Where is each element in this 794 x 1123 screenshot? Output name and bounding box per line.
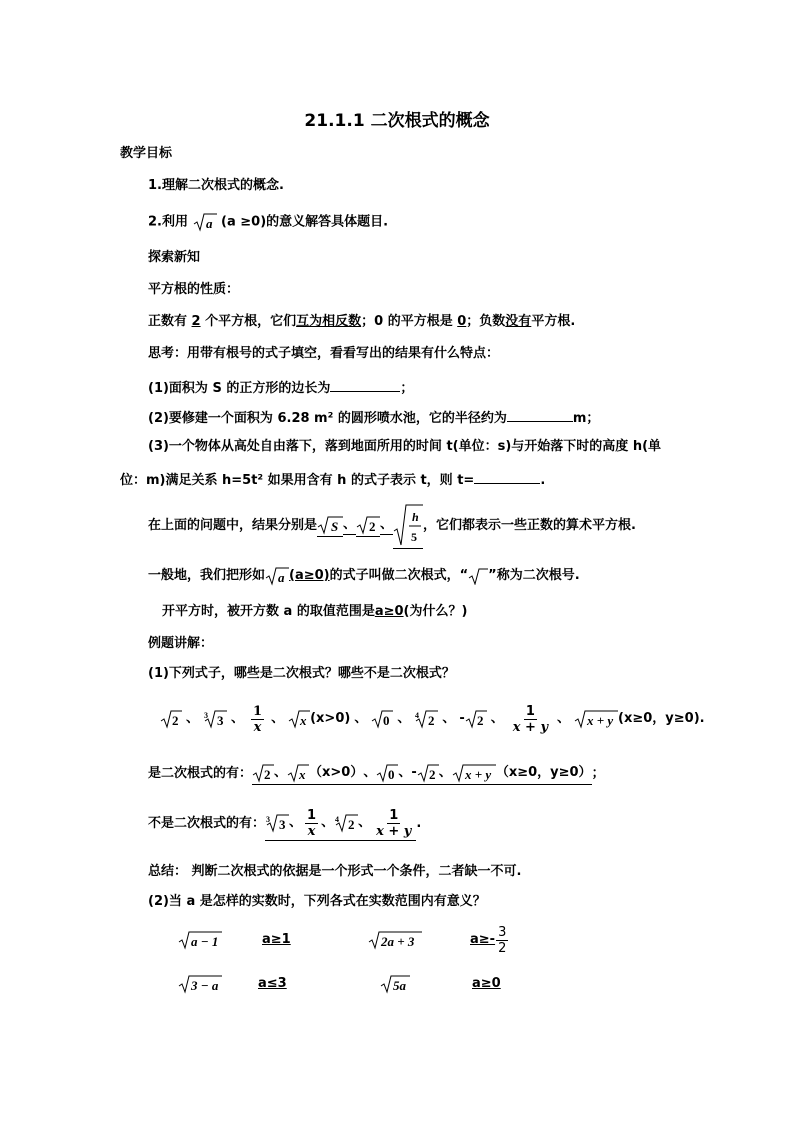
cube-root-3 bbox=[203, 709, 227, 729]
example-2-item-1 bbox=[178, 928, 222, 952]
sqrt-a-minus-1 bbox=[178, 930, 222, 950]
fourth-root-2 bbox=[414, 709, 438, 729]
cube-root-3 bbox=[265, 813, 289, 833]
question-3-line-2: 位：m)满足关系 h=5t² 如果用含有 h 的式子表示 t，则 t= . bbox=[120, 470, 545, 489]
svg-text:0: 0 bbox=[388, 767, 395, 782]
sqrt-x bbox=[288, 709, 310, 729]
sqrt-0 bbox=[371, 709, 393, 729]
example-heading: 例题讲解： bbox=[148, 636, 214, 651]
example-2-answer-4: a≥0 bbox=[472, 976, 501, 991]
fraction-1-over-x: $\frac{1}{x}$ bbox=[253, 703, 263, 735]
svg-text:4: 4 bbox=[335, 815, 340, 824]
example-1-list: 2 、 3 3 、 $\frac{1}{x}$ 、 x (x>0) 、 0 、 4 2 、 - 2 、 $\frac{1}{x + y}$ 、 x + y (x≥0，y≥0). bbox=[160, 698, 705, 740]
svg-text:5a: 5a bbox=[393, 978, 406, 993]
svg-text:3: 3 bbox=[279, 817, 286, 832]
sqrt-0 bbox=[376, 763, 398, 783]
svg-text:2: 2 bbox=[264, 767, 271, 782]
svg-text:5: 5 bbox=[411, 530, 418, 544]
question-1: (1)面积为 S 的正方形的边长为 ； bbox=[148, 378, 413, 397]
svg-text:3: 3 bbox=[204, 711, 209, 720]
example-2-item-4 bbox=[380, 972, 410, 996]
svg-text:a: a bbox=[205, 216, 213, 231]
example-1-question: (1)下列式子，哪些是二次根式？哪些不是二次根式？ bbox=[148, 666, 455, 681]
svg-text:2: 2 bbox=[369, 519, 376, 534]
svg-text:2: 2 bbox=[172, 713, 179, 728]
svg-text:a − 1: a − 1 bbox=[191, 934, 219, 949]
example-1-yes: 是二次根式的有： 2 、 x （x>0） 、 0 、 - 2 、 x + y （x≥0，y≥0） ； bbox=[148, 762, 605, 786]
svg-text:x: x bbox=[300, 713, 307, 728]
sqrt-s bbox=[317, 515, 343, 537]
example-2-answer-2: a≥- $\frac{3}{2}$ bbox=[470, 924, 507, 956]
svg-text:3 − a: 3 − a bbox=[191, 978, 219, 993]
goal-1: 1.理解二次根式的概念. bbox=[148, 178, 284, 193]
range: 开平方时，被开方数 a 的取值范围是a≥0(为什么？) bbox=[162, 604, 468, 619]
svg-text:4: 4 bbox=[415, 711, 420, 720]
example-2-item-2 bbox=[368, 928, 422, 952]
fraction-1-over-x-plus-y: $\frac{1}{x + y}$ bbox=[376, 807, 412, 839]
fraction-1-over-x: $\frac{1}{x}$ bbox=[307, 807, 317, 839]
sqrt-2 bbox=[160, 709, 182, 729]
page-title: 21.1.1 二次根式的概念 bbox=[304, 111, 490, 131]
radical-sign-icon bbox=[468, 567, 488, 585]
goal-2: 2.利用 a (a ≥0)的意义解答具体题目. bbox=[148, 212, 388, 232]
fraction-1-over-x-plus-y: $\frac{1}{x + y}$ bbox=[512, 703, 549, 735]
sqrt-2 bbox=[252, 763, 274, 783]
question-3-line-1: (3)一个物体从高处自由落下，落到地面所用的时间 t(单位：s)与开始落下时的高度 h(单 bbox=[148, 439, 662, 454]
example-2-item-3 bbox=[178, 972, 222, 996]
neg-sqrt-2 bbox=[465, 709, 487, 729]
svg-text:x: x bbox=[299, 767, 306, 782]
neg-sqrt-2 bbox=[417, 763, 439, 783]
sqrt-3-minus-a bbox=[178, 974, 222, 994]
sqrt-props-heading: 平方根的性质： bbox=[148, 282, 240, 297]
sqrt-h-over-5 bbox=[393, 503, 423, 549]
svg-text:2: 2 bbox=[348, 817, 355, 832]
sqrt-2a-plus-3 bbox=[368, 930, 422, 950]
question-2: (2)要修建一个面积为 6.28 m² 的圆形喷水池，它的半径约为 m； bbox=[148, 408, 599, 427]
sqrt-a bbox=[193, 212, 217, 232]
svg-text:0: 0 bbox=[383, 713, 390, 728]
think: 思考：用带有根号的式子填空，看看写出的结果有什么特点： bbox=[148, 346, 500, 361]
svg-text:2a + 3: 2a + 3 bbox=[381, 934, 415, 949]
svg-text:S: S bbox=[331, 519, 339, 534]
explore-heading: 探索新知 bbox=[148, 250, 201, 265]
example-2-answer-1: a≥1 bbox=[262, 932, 291, 947]
sqrt-5a bbox=[380, 974, 410, 994]
svg-text:h: h bbox=[412, 510, 419, 524]
sqrt-a bbox=[265, 566, 289, 586]
sqrt-props: 正数有 2 个平方根，它们互为相反数；0 的平方根是 0；负数没有平方根. bbox=[148, 314, 576, 329]
svg-text:2: 2 bbox=[428, 767, 436, 782]
svg-text:2: 2 bbox=[476, 713, 484, 728]
example-2-answer-3: a≤3 bbox=[258, 976, 287, 991]
example-1-no: 不是二次根式的有： 3 3 、 $\frac{1}{x}$ 、 4 2 、 $\frac{1}{x + y}$ . bbox=[148, 807, 422, 839]
sqrt-x-plus-y bbox=[574, 709, 618, 729]
fourth-root-2 bbox=[334, 813, 358, 833]
sqrt-2 bbox=[356, 515, 380, 537]
sqrt-x bbox=[287, 763, 309, 783]
definition: 一般地，我们把形如 a (a≥0) 的式子叫做二次根式，“ ”称为二次根号. bbox=[148, 568, 580, 585]
summary: 总结： 判断二次根式的依据是一个形式一个条件，二者缺一不可. bbox=[148, 864, 522, 879]
svg-text:3: 3 bbox=[217, 713, 224, 728]
example-2-question: (2)当 a 是怎样的实数时，下列各式在实数范围内有意义？ bbox=[148, 894, 486, 909]
results: 在上面的问题中，结果分别是 S 、 2 、 h 5 ，它们都表示一些正数的算术平方根. bbox=[148, 504, 636, 548]
svg-text:a: a bbox=[278, 570, 285, 585]
svg-text:x + y: x + y bbox=[587, 713, 614, 728]
goal-heading: 教学目标 bbox=[120, 146, 173, 161]
svg-text:x + y: x + y bbox=[464, 767, 491, 782]
svg-text:2: 2 bbox=[428, 713, 435, 728]
sqrt-x-plus-y bbox=[452, 763, 496, 783]
svg-text:3: 3 bbox=[266, 815, 271, 824]
